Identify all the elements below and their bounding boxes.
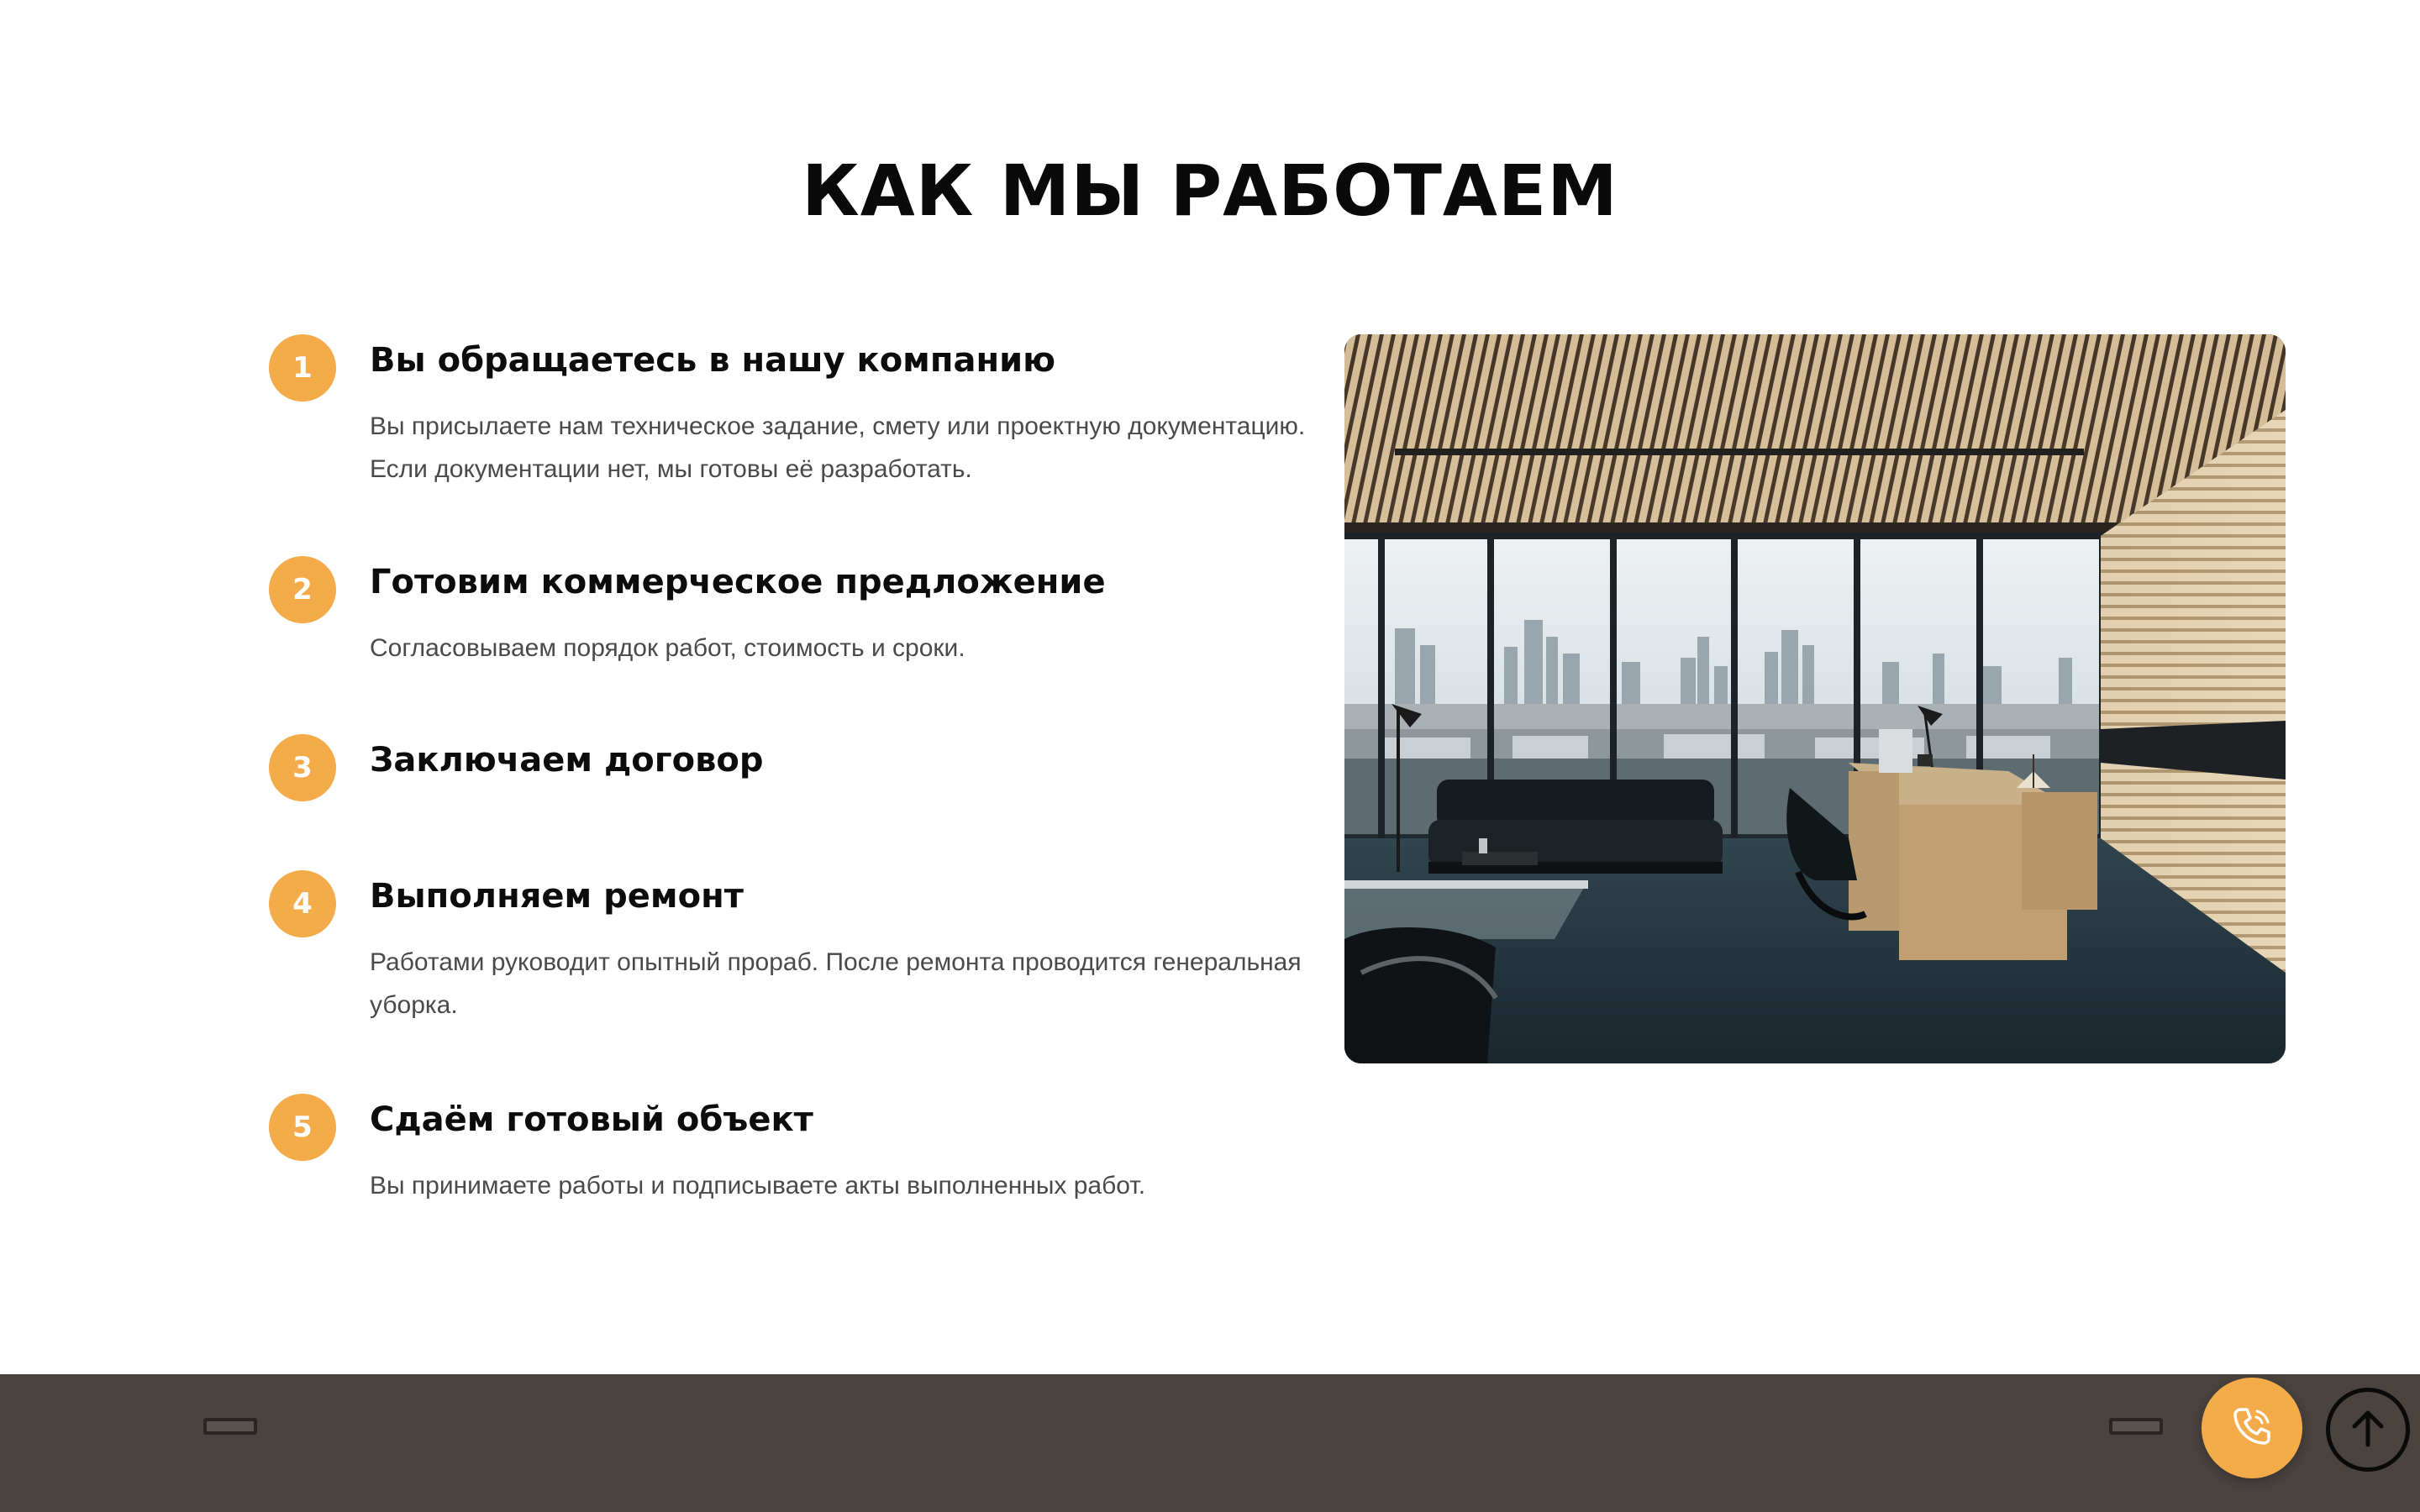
phone-icon (2225, 1399, 2279, 1457)
ceiling-lamp-icon (2109, 1418, 2163, 1435)
step-title: Готовим коммерческое предложение (370, 563, 1106, 601)
step-number-badge: 4 (269, 870, 336, 937)
step-number-badge: 5 (269, 1094, 336, 1161)
step-description: Работами руководит опытный прораб. После ремонта проводится генеральная уборка. (370, 948, 1302, 1019)
step-description: Вы принимаете работы и подписываете акты выполненных работ. (370, 1172, 1146, 1200)
footer-band (0, 1374, 2420, 1512)
step-number-badge: 2 (269, 556, 336, 623)
step-description: Согласовываем порядок работ, стоимость и сроки. (370, 634, 965, 662)
step-title: Выполняем ремонт (370, 877, 744, 916)
step-title: Вы обращаетесь в нашу компанию (370, 341, 1056, 380)
scroll-to-top-button[interactable] (2326, 1388, 2410, 1472)
step-description: Вы присылаете нам техническое задание, смету или проектную документацию. Если документации нет, мы готовы её разработать. (370, 412, 1306, 483)
office-photo (1344, 334, 2286, 1063)
call-button[interactable] (2202, 1378, 2302, 1478)
ceiling-lamp-icon (203, 1418, 257, 1435)
step-title: Сдаём готовый объект (370, 1100, 813, 1139)
page-title: КАК МЫ РАБОТАЕМ (802, 150, 1618, 232)
step-number-badge: 3 (269, 734, 336, 801)
step-title: Заключаем договор (370, 741, 764, 780)
arrow-up-icon (2343, 1403, 2393, 1457)
step-number-badge: 1 (269, 334, 336, 402)
